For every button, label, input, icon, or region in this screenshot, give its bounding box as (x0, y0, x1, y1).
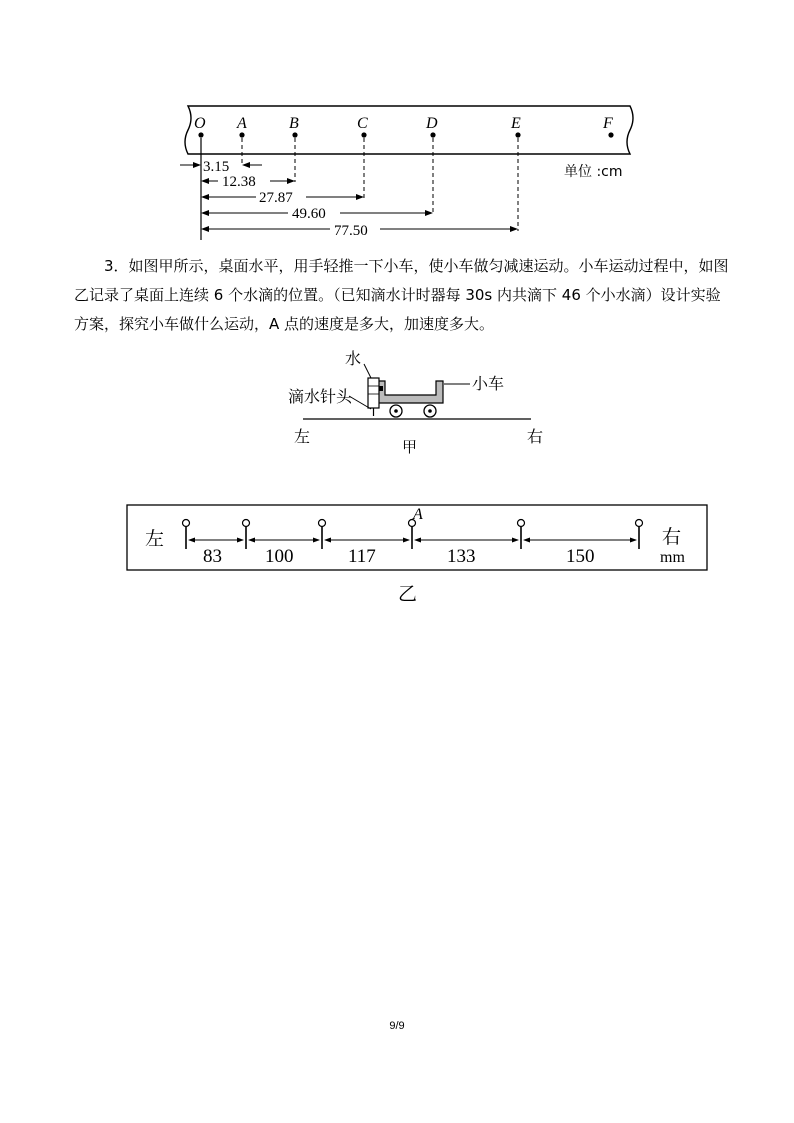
left-label-yi: 左 (145, 528, 165, 550)
unit-label: 单位 :cm (564, 164, 623, 180)
segment-5: 150 (566, 546, 595, 567)
segment-3: 117 (348, 546, 376, 567)
segment-4: 133 (447, 546, 476, 567)
point-C-label: C (357, 115, 368, 132)
point-O-label: O (194, 115, 206, 132)
cart-label: 小车 (472, 374, 505, 393)
dist-OE: 77.50 (334, 223, 368, 239)
drop-3 (319, 520, 326, 527)
problem-text: 3．如图甲所示，桌面水平，用手轻推一下小车，使小车做匀减速运动。小车运动过程中，如图乙记录了桌面上连续 6 个水滴的位置。（已知滴水计时器每 30s 内共滴下 46 个小水滴）设计实验方案，探究小车做什么运动，A 点的速度是多大，加速度多大。 (74, 257, 729, 333)
point-A-yi: A (413, 506, 423, 523)
right-label-yi: 右 (662, 526, 682, 548)
unit-mm: mm (660, 549, 685, 566)
drop-2 (243, 520, 250, 527)
drop-1 (183, 520, 190, 527)
point-E-label: E (511, 115, 521, 132)
needle-label: 滴水针头 (288, 387, 353, 406)
segment-2: 100 (265, 546, 294, 567)
dist-OD: 49.60 (292, 206, 326, 222)
page-number: 9/9 (389, 1020, 405, 1032)
dist-OC: 27.87 (259, 190, 293, 206)
right-label-jia: 右 (527, 427, 544, 446)
left-label-jia: 左 (294, 427, 311, 446)
point-A-label: A (237, 115, 247, 132)
drop-5 (518, 520, 525, 527)
water-label: 水 (345, 349, 362, 368)
segment-1: 83 (203, 546, 222, 567)
point-D-label: D (426, 115, 438, 132)
caption-jia: 甲 (402, 438, 418, 456)
dist-OA: 3.15 (203, 159, 230, 175)
drop-6 (636, 520, 643, 527)
point-F-label: F (603, 115, 613, 132)
caption-yi: 乙 (398, 583, 418, 605)
point-B-label: B (289, 115, 299, 132)
dist-OB: 12.38 (222, 174, 256, 190)
